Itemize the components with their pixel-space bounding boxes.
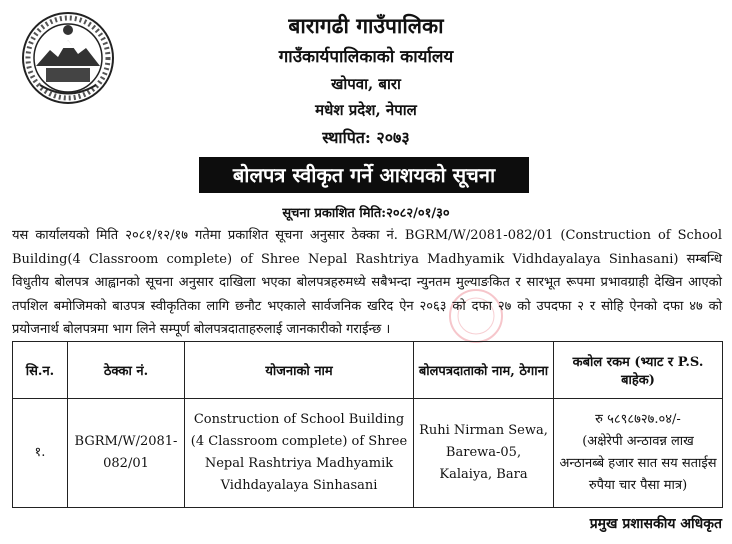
table-row — [13, 399, 723, 508]
cell-bidder: Ruhi Nirman Sewa, Barewa-05, Kalaiya, Bara — [414, 399, 554, 508]
published-date: सूचना प्रकाशित मिति:२०८२/०१/३० — [282, 206, 450, 221]
office-location: खोपवा, बारा — [331, 75, 401, 93]
cell-contract-no: BGRM/W/2081-082/01 — [68, 399, 185, 508]
column-header-sn: सि.न. — [13, 342, 68, 399]
notice-title: बोलपत्र स्वीकृत गर्ने आशयको सूचना — [199, 157, 529, 193]
table-header-row — [13, 342, 723, 399]
province-name: मधेश प्रदेश, नेपाल — [315, 101, 417, 119]
cell-project: Construction of School Building (4 Classroom complete) of Shree Nepal Rashtriya Madhyamik Vidhdayalaya Sinhasani — [185, 399, 414, 508]
notice-body: यस कार्यालयको मिति २०८१/१२/१७ गतेमा प्रकाशित सूचना अनुसार ठेक्का नं. BGRM/W/2081-082/01 (Construction of School Building(4 Classroom complete) of Shree Nepal Rashtriya Madhyamik Vidhdayalaya Sinhasani) सम्बन्धि विधुतीय बोलपत्र आह्वानको सूचना अनुसार दाखिला भएका बोलपत्रहरुमध्ये सबैभन्दा न्युनतम मुल्याङकित र सारभूत रूपमा प्रभावग्राही देखिन आएको तपशिल बमोजिमको बाउपत्र स्वीकृतिका लागि छनौट भएकाले सार्वजनिक खरिद ऐन २०६३ को दफा २७ को उपदफा २ र सोहि ऐनको दफा ४७ को प्रयोजनार्थ बोलपत्रमा भाग लिने सम्पूर्ण बोलपत्रदाताहरुलाई जानकारीको गराईन्छ । — [12, 228, 722, 337]
amount-figure: रु ५८९८७२७.०४/- — [595, 412, 681, 427]
amount-in-words: (अक्षेरेपी अन्ठावन्न लाख अन्ठानब्बे हजार सात सय सताईस रुपैया चार पैसा मात्र) — [559, 434, 717, 493]
office-name: गाउँकार्यपालिकाको कार्यालय — [278, 47, 454, 67]
award-table — [12, 341, 723, 508]
established-year: स्थापित: २०७३ — [322, 128, 410, 147]
cell-amount — [554, 399, 723, 508]
column-header-contract-no: ठेक्का नं. — [68, 342, 185, 399]
municipality-name: बारागढी गाउँपालिका — [288, 13, 444, 38]
column-header-project: योजनाको नाम — [185, 342, 414, 399]
signatory-title: प्रमुख प्रशासकीय अधिकृत — [589, 516, 722, 532]
cell-sn: १. — [13, 399, 68, 508]
column-header-bidder: बोलपत्रदाताको नाम, ठेगाना — [414, 342, 554, 399]
column-header-amount: कबोल रकम (भ्याट र P.S. बाहेक) — [554, 342, 723, 399]
